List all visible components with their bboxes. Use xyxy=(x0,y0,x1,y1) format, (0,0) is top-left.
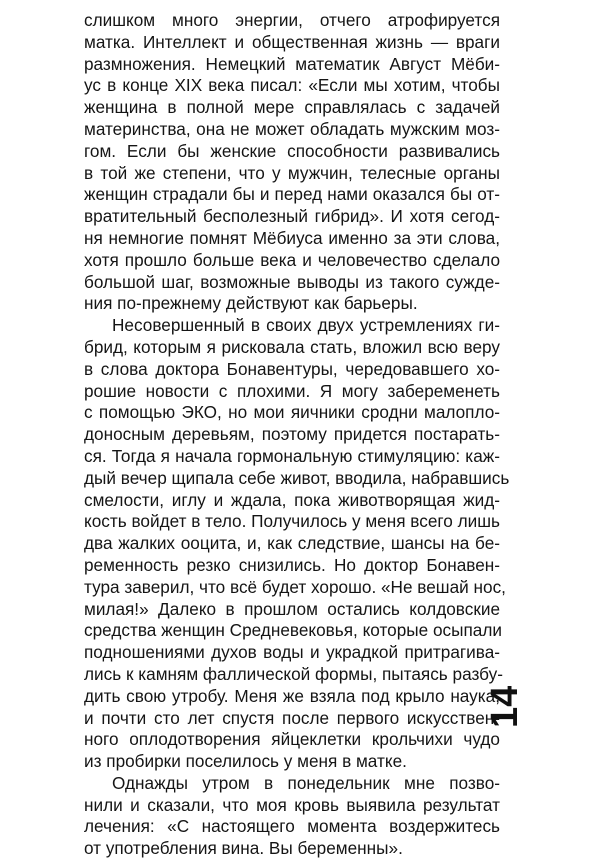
text-line: вратительный бесполезный гибрид». И хотя сегод- xyxy=(84,206,500,227)
text-line: нили и сказали, что моя кровь выявила результат xyxy=(84,794,500,815)
text-line: слишком много энергии, отчего атрофируется xyxy=(84,10,500,30)
text-line: матка. Интеллект и общественная жизнь — враги xyxy=(84,31,500,52)
text-line: подношениями духов воды и украдкой притрагива- xyxy=(84,642,500,663)
text-line: кость войдет в тело. Получилось у меня всего лишь xyxy=(84,511,500,532)
text-line: ния по-прежнему действуют как барьеры. xyxy=(84,293,418,314)
text-line: средства женщин Средневековья, которые осыпали xyxy=(84,620,502,641)
text-line: брид, которым я рисковала стать, вложил всю веру xyxy=(84,336,500,357)
text-line: ного оплодотворения яйцеклетки крольчихи чудо xyxy=(84,729,500,750)
page-number: 14 xyxy=(484,685,526,728)
text-line: в той же степени, что у мужчин, телесные органы xyxy=(84,162,500,183)
text-line: дый вечер щипала себе живот, вводила, набравшись xyxy=(84,467,510,488)
text-line: ня немногие помнят Мёбиуса именно за эти слова, xyxy=(84,227,500,248)
text-line: в слова доктора Бонавентуры, чередовавшего хо- xyxy=(84,358,500,379)
text-line: Однажды утром в понедельник мне позво- xyxy=(112,772,500,793)
text-line: большой шаг, возможные выводы из такого сужде- xyxy=(84,271,500,292)
text-line: ус в конце XIX века писал: «Если мы хотим, чтобы xyxy=(84,75,500,96)
text-line: женщина в полной мере справлялась с задачей xyxy=(84,97,500,118)
text-line: доносным деревьям, поэтому придется постарать- xyxy=(84,424,500,445)
text-line: тура заверил, что всё будет хорошо. «Не вешай нос, xyxy=(84,576,506,597)
text-line: хотя прошло больше века и человечество сделало xyxy=(84,249,500,270)
text-line: смелости, иглу и ждала, пока животворящая жид- xyxy=(84,489,500,510)
text-line: ся. Тогда я начала гормональную стимуляцию: каж- xyxy=(84,445,500,466)
text-line: дить свою утробу. Меня же взяла под крыло наука, xyxy=(84,685,500,706)
text-line: ременность резко снизились. Но доктор Бонавен- xyxy=(84,554,500,575)
text-line: гом. Если бы женские способности развивались xyxy=(84,140,500,161)
text-line: лечения: «С настоящего момента воздержитесь xyxy=(84,816,500,837)
text-line: материнства, она не может обладать мужским моз- xyxy=(84,118,500,139)
text-line: женщин страдали бы и перед нами оказался бы от- xyxy=(84,184,500,205)
text-line: с помощью ЭКО, но мои яичники сродни малопло- xyxy=(84,402,500,423)
text-line: лись к камням фаллической формы, пытаясь разбу- xyxy=(84,663,503,684)
text-line: и почти сто лет спустя после первого искусствен- xyxy=(84,707,500,728)
text-line: размножения. Немецкий математик Август Мёби- xyxy=(84,53,500,74)
text-line: от употребления вина. Вы беременны». xyxy=(84,838,403,859)
text-line: два жалких ооцита, и, как следствие, шансы на бе- xyxy=(84,533,500,554)
text-line: Несовершенный в своих двух устремлениях ги- xyxy=(112,315,500,336)
text-line: рошие новости с плохими. Я могу забеременеть xyxy=(84,380,500,401)
text-line: милая!» Далеко в прошлом остались колдовские xyxy=(84,598,500,619)
text-line: из пробирки поселилось у меня в матке. xyxy=(84,751,407,772)
